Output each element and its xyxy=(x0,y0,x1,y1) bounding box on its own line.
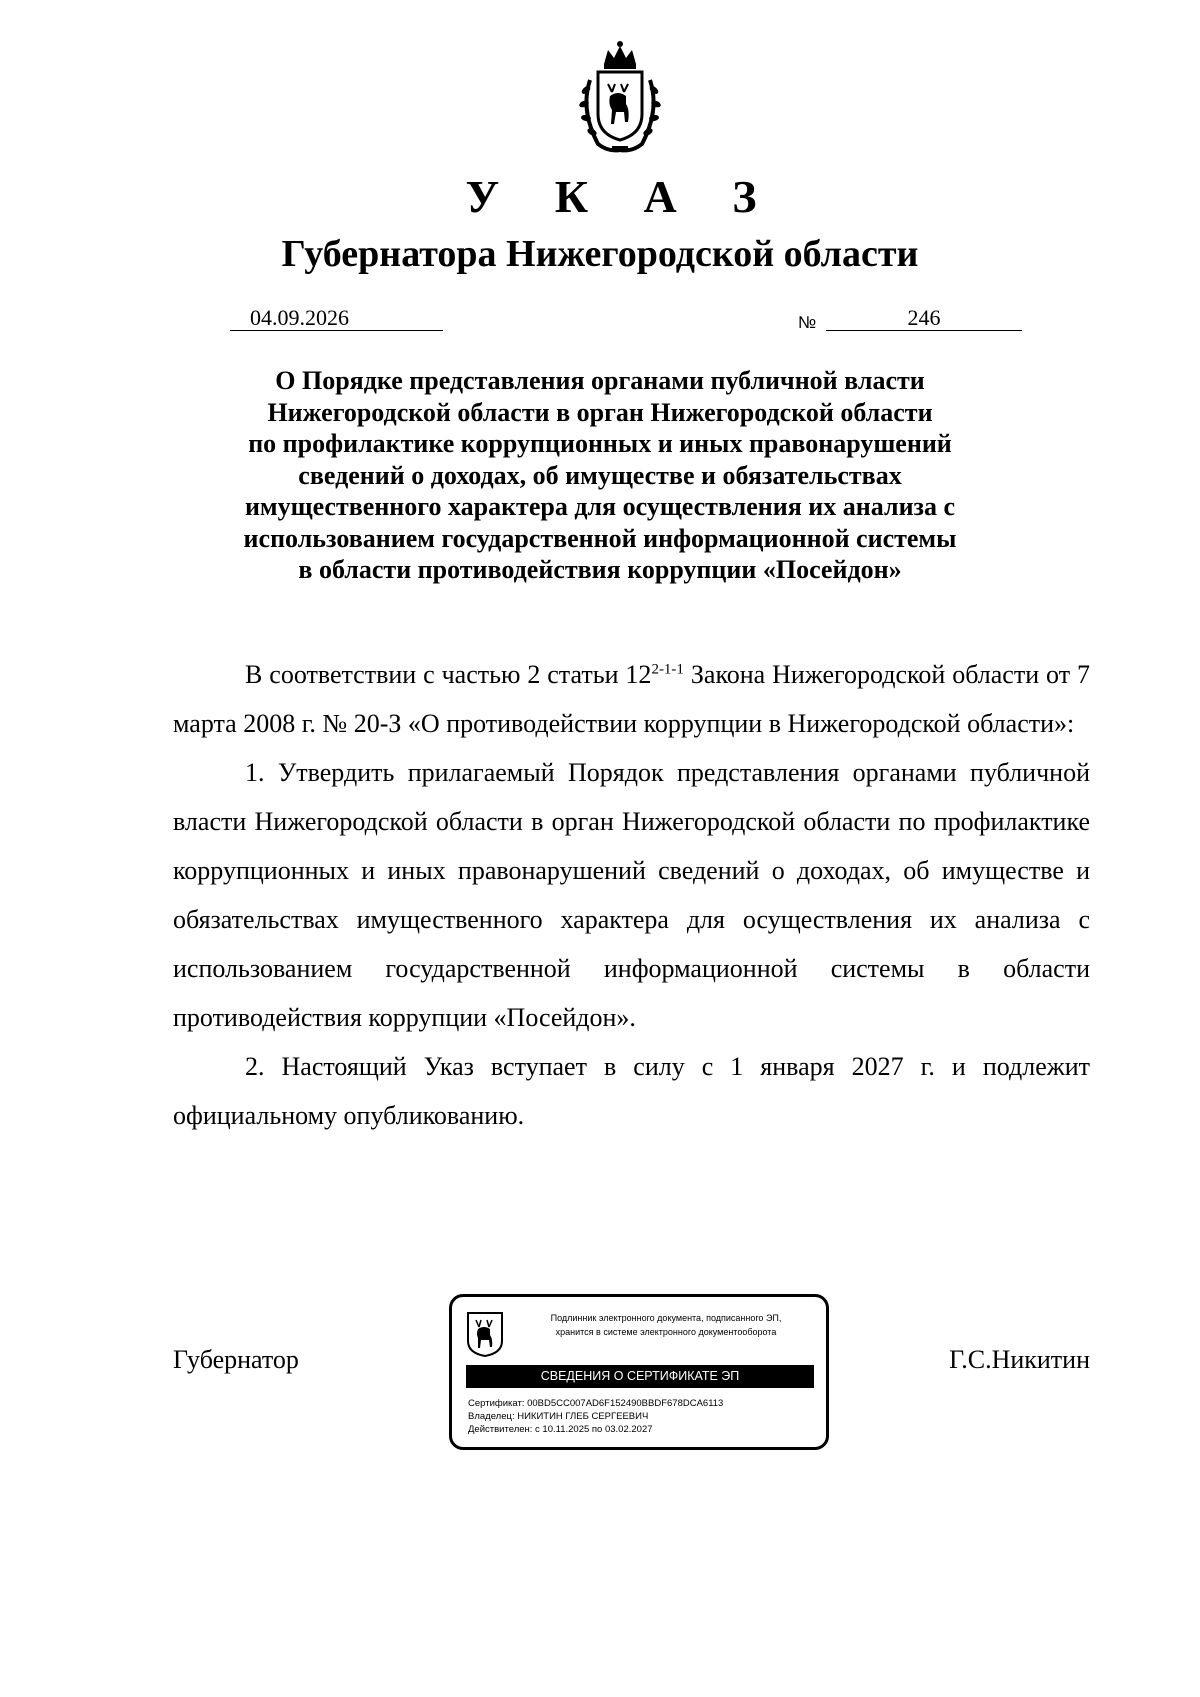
stamp-note-line: Подлинник электронного документа, подписанного ЭП, xyxy=(550,1313,782,1323)
issuer-heading: Губернатора Нижегородской области xyxy=(281,233,919,275)
signatory-name: Г.С.Никитин xyxy=(949,1345,1090,1374)
coat-of-arms-emblem-icon xyxy=(560,40,680,155)
document-number: 246 xyxy=(826,306,1022,331)
certificate-heading-bar: СВЕДЕНИЯ О СЕРТИФИКАТЕ ЭП xyxy=(466,1365,814,1388)
document-date: 04.09.2026 xyxy=(230,306,443,331)
document-body xyxy=(173,650,1090,1140)
coat-of-arms-deer-icon xyxy=(466,1311,504,1357)
article-superscript: 2-1-1 xyxy=(651,661,684,678)
subject-line: по профилактике коррупционных и иных правонарушений xyxy=(248,429,952,458)
document-type-heading: У К А З xyxy=(465,171,779,222)
preamble-text: В соответствии с частью 2 статьи 12 xyxy=(245,660,652,689)
subject-line: сведений о доходах, об имуществе и обязательствах xyxy=(298,460,902,490)
electronic-signature-stamp xyxy=(449,1294,829,1450)
stamp-note-line: хранится в системе электронного документооборота xyxy=(555,1327,777,1337)
stamp-note xyxy=(516,1311,816,1339)
subject-line: использованием государственной информационной системы xyxy=(243,523,957,553)
signatory-title: Губернатор xyxy=(173,1345,299,1374)
subject-line: имущественного характера для осуществления их анализа с xyxy=(244,492,956,521)
subject-line: О Порядке представления органами публичной власти xyxy=(275,366,925,395)
certificate-validity: Действителен: с 10.11.2025 по 03.02.2027 xyxy=(468,1424,653,1435)
certificate-details xyxy=(468,1397,723,1436)
preamble-paragraph xyxy=(173,650,1090,748)
document-subject xyxy=(170,365,1030,586)
subject-line: в области противодействия коррупции «Посейдон» xyxy=(298,555,902,584)
number-label: № xyxy=(798,313,817,332)
subject-line: Нижегородской области в орган Нижегородской области xyxy=(267,397,933,427)
clause-2-paragraph: 2. Настоящий Указ вступает в силу с 1 января 2027 г. и подлежит официальному опубликованию. xyxy=(173,1052,1090,1130)
clause-1-paragraph: 1. Утвердить прилагаемый Порядок представления органами публичной власти Нижегородской области в орган Нижегородской области по профилактике коррупционных и иных правонарушений сведений о доходах, об имуществе и обязательствах имущественного характера для осуществления их анализа с использованием государственной информационной системы в области противодействия коррупции «Посейдон». xyxy=(173,758,1090,1032)
certificate-owner: Владелец: НИКИТИН ГЛЕБ СЕРГЕЕВИЧ xyxy=(468,1411,649,1422)
preamble-text-continued: Закона Нижегородской области от 7 марта 2008 г. № 20-З «О противодействии коррупции в Нижегородской области»: xyxy=(173,660,1090,738)
certificate-serial: Сертификат: 00BD5CC007AD6F152490BBDF678DCA6113 xyxy=(468,1398,724,1409)
